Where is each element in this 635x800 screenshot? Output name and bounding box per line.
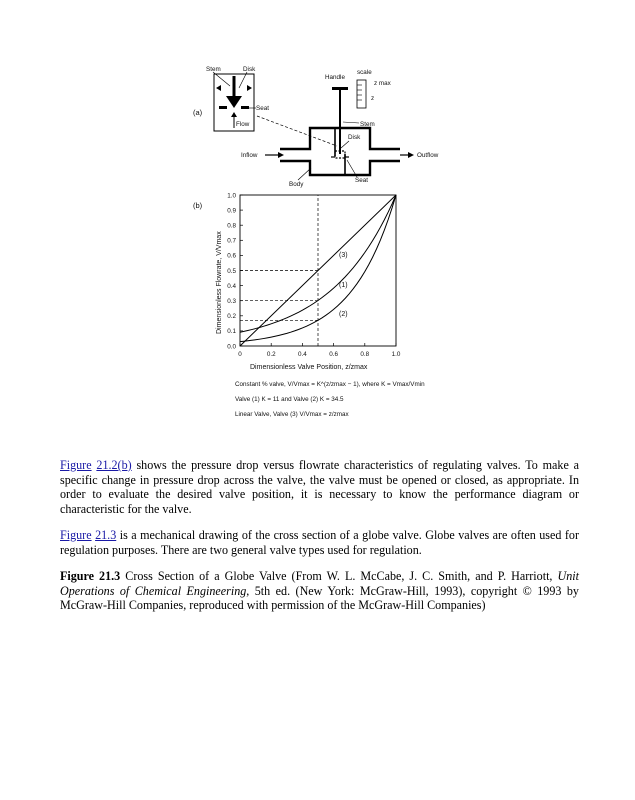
y-tick-label: 0.2 bbox=[227, 313, 236, 321]
x-tick-label: 1.0 bbox=[391, 351, 401, 358]
y-tick-label: 0.4 bbox=[227, 282, 236, 290]
figure-caption bbox=[60, 569, 579, 613]
figure-link-2[interactable]: Figure bbox=[60, 528, 92, 542]
y-tick-label: 0.9 bbox=[227, 207, 236, 215]
y-tick-label: 0.0 bbox=[227, 343, 236, 351]
handle-label: Handle bbox=[325, 74, 345, 81]
legend-line-2: Valve (1) K = 11 and Valve (2) K = 34.5 bbox=[235, 396, 344, 403]
figure-21-2b-link[interactable]: 21.2(b) bbox=[96, 458, 132, 472]
inset-arrow-left bbox=[216, 85, 221, 91]
inset-flow-head bbox=[231, 112, 237, 117]
flowrate-chart bbox=[216, 192, 401, 371]
figure-21-3-link[interactable]: 21.3 bbox=[95, 528, 117, 542]
z-label: z bbox=[371, 95, 375, 102]
y-tick-label: 0.7 bbox=[227, 237, 236, 245]
valve-body-bottom bbox=[280, 161, 400, 175]
inset-seat-left bbox=[219, 106, 227, 109]
y-tick-label: 0.8 bbox=[227, 222, 236, 230]
caption-book-title: Unit Operations of Chemical Engineering bbox=[60, 569, 579, 598]
y-tick-label: 0.5 bbox=[227, 267, 236, 275]
valve-figure bbox=[185, 58, 455, 430]
inflow-arrow bbox=[278, 152, 284, 158]
inset-seat-right bbox=[241, 106, 249, 109]
outflow-label: Outflow bbox=[417, 152, 439, 159]
panel-b-label: (b) bbox=[193, 201, 203, 210]
caption-text-2: , 5th ed. (New York: McGraw-Hill, 1993), copyright © 1993 by McGraw-Hill Companies, reproduced with permission of the McGraw-Hill Companies) bbox=[60, 583, 579, 612]
legend-line-1: Constant % valve, V/Vmax = K^(z/zmax − 1), where K = Vmax/Vmin bbox=[235, 381, 425, 388]
paragraph-1 bbox=[60, 458, 579, 516]
legend-line-3: Linear Valve, Valve (3) V/Vmax = z/zmax bbox=[235, 411, 349, 418]
series-label-2: (2) bbox=[339, 311, 348, 318]
x-tick-label: 0.2 bbox=[266, 351, 276, 358]
chart-ylabel: Dimensionless Flowrate, V/Vmax bbox=[216, 231, 223, 334]
outflow-arrow bbox=[408, 152, 414, 158]
inset-arrow-right bbox=[247, 85, 252, 91]
disk-leader bbox=[341, 141, 349, 148]
x-tick-label: 0.4 bbox=[298, 351, 307, 358]
disk-label: Disk bbox=[348, 134, 361, 141]
figure-link[interactable]: Figure bbox=[60, 458, 92, 472]
y-tick-label: 1.0 bbox=[227, 192, 236, 200]
stem-leader bbox=[343, 122, 359, 123]
valve-figure-svg bbox=[185, 58, 455, 430]
inset-disk-label: Disk bbox=[243, 66, 256, 73]
zmax-label: z max bbox=[374, 80, 391, 87]
body-label: Body bbox=[289, 181, 304, 188]
scale-box bbox=[357, 80, 366, 108]
panel-a-label: (a) bbox=[193, 108, 203, 117]
inset-flow-label: Flow bbox=[236, 121, 250, 128]
inset-stem-label: Stem bbox=[206, 66, 221, 73]
inflow-label: Inflow bbox=[241, 152, 258, 159]
x-tick-label: 0.8 bbox=[360, 351, 370, 358]
series-label-3: (3) bbox=[339, 252, 348, 259]
stem-label: Stem bbox=[360, 121, 375, 128]
paragraph-2 bbox=[60, 528, 579, 557]
inset-zoom-line bbox=[257, 116, 337, 146]
y-tick-label: 0.1 bbox=[227, 328, 236, 336]
x-tick-label: 0 bbox=[238, 351, 242, 358]
x-tick-label: 0.6 bbox=[329, 351, 338, 358]
caption-text-1: Cross Section of a Globe Valve (From W. L. McCabe, J. C. Smith, and P. Harriott, bbox=[120, 569, 558, 583]
y-tick-label: 0.6 bbox=[227, 252, 236, 260]
scale-label: scale bbox=[357, 69, 372, 76]
paragraph-1-text: shows the pressure drop versus flowrate characteristics of regulating valves. To make a specific change in pressure drop across the valve, the valve must be opened or closed, as appropriate. In order to evaluate the desired valve position, it is necessary to know the performance diagram or characteristic for the valve. bbox=[60, 458, 579, 516]
paragraph-2-text: is a mechanical drawing of the cross section of a globe valve. Globe valves are often used for regulation purposes. There are two general valve types used for regulation. bbox=[60, 528, 579, 557]
inset-disk bbox=[226, 96, 242, 108]
series-label-1: (1) bbox=[339, 282, 348, 289]
chart-xlabel: Dimensionless Valve Position, z/zmax bbox=[250, 364, 368, 371]
inset-seat-label: Seat bbox=[256, 105, 269, 112]
seat-label: Seat bbox=[355, 177, 368, 184]
caption-label: Figure 21.3 bbox=[60, 569, 121, 583]
y-tick-label: 0.3 bbox=[227, 298, 236, 305]
